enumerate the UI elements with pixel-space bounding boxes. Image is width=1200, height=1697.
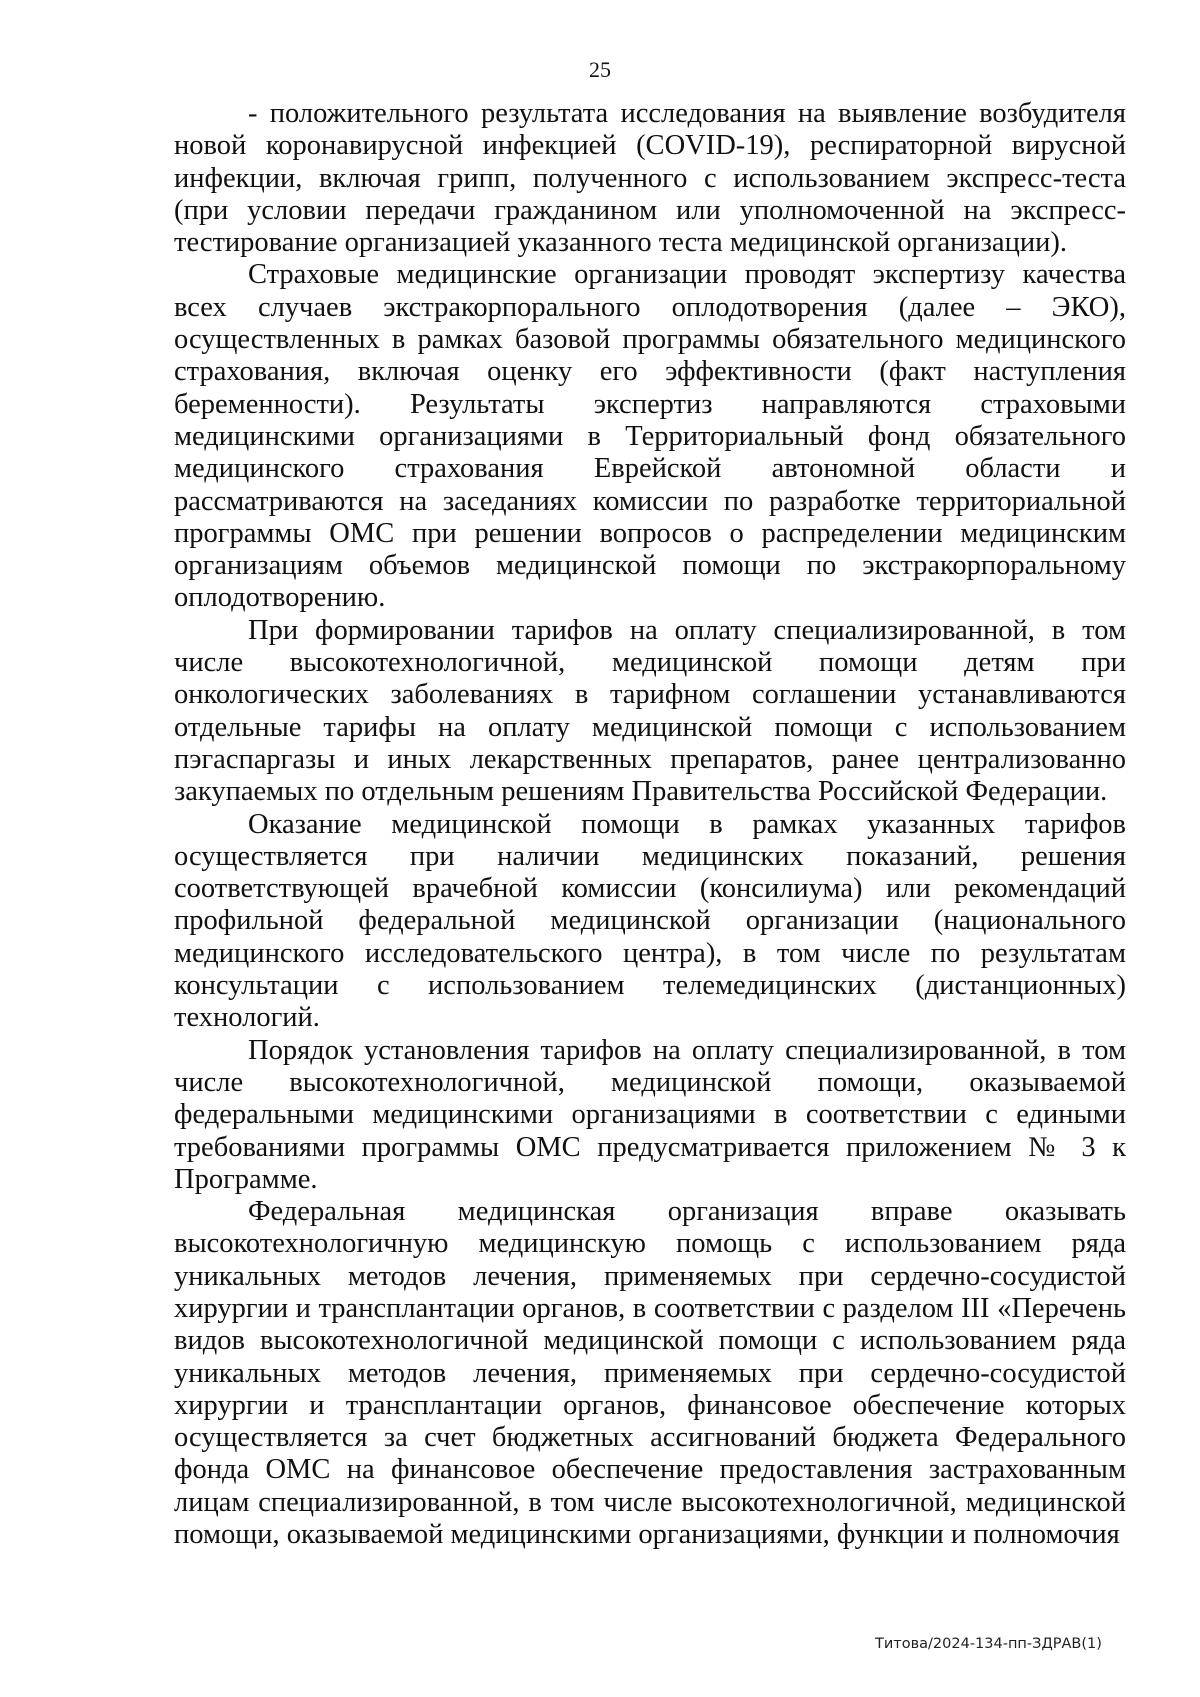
- paragraph-eco-expertise: Страховые медицинские организации проводят экспертизу качества всех случаев экстракорпорального оплодотворения (далее – ЭКО), осуществленных в рамках базовой программы обязательного медицинского страхования, включая оценку его эффективности (факт наступления беременности). Результаты экспертиз направляются страховыми медицинскими организациями в Территориальный фонд обязательного медицинского страхования Еврейской автономной области и рассматриваются на заседаниях комиссии по разработке территориальной программы ОМС при решении вопросов о распределении медицинским организациям объемов медицинской помощи по экстракорпоральному оплодотворению.: [174, 259, 1126, 614]
- paragraph-tariff-procedure: Порядок установления тарифов на оплату специализированной, в том числе высокотехнологичной, медицинской помощи, оказываемой федеральными медицинскими организациями в соответствии с едиными требованиями программы ОМС предусматривается приложением № 3 к Программе.: [174, 1034, 1126, 1195]
- document-registration-code: Титова/2024-134-пп-ЗДРАВ(1): [875, 1636, 1102, 1652]
- paragraph-oncology-tariffs: При формировании тарифов на оплату специализированной, в том числе высокотехнологичной, медицинской помощи детям при онкологических заболеваниях в тарифном соглашении устанавливаются отдельные тарифы на оплату медицинской помощи с использованием пэгаспаргазы и иных лекарственных препаратов, ранее централизованно закупаемых по отдельным решениям Правительства Российской Федерации.: [174, 614, 1126, 808]
- paragraph-federal-organization: Федеральная медицинская организация вправе оказывать высокотехнологичную медицинскую помощь с использованием ряда уникальных методов лечения, применяемых при сердечно-сосудистой хирургии и трансплантации органов, в соответствии с разделом III «Перечень видов высокотехнологичной медицинской помощи с использованием ряда уникальных методов лечения, применяемых при сердечно-сосудистой хирургии и трансплантации органов, финансовое обеспечение которых осуществляется за счет бюджетных ассигнований бюджета Федерального фонда ОМС на финансовое обеспечение предоставления застрахованным лицам специализированной, в том числе высокотехнологичной, медицинской помощи, оказываемой медицинскими организациями, функции и полномочия: [174, 1196, 1126, 1551]
- document-body: [174, 98, 1126, 1551]
- page-number: 25: [589, 57, 611, 82]
- paragraph-tariff-provision: Оказание медицинской помощи в рамках указанных тарифов осуществляется при наличии медицинских показаний, решения соответствующей врачебной комиссии (консилиума) или рекомендаций профильной федеральной медицинской организации (национального медицинского исследовательского центра), в том числе по результатам консультации с использованием телемедицинских (дистанционных) технологий.: [174, 808, 1126, 1034]
- paragraph-covid-test-result: - положительного результата исследования на выявление возбудителя новой коронавирусной инфекцией (COVID-19), респираторной вирусной инфекции, включая грипп, полученного с использованием экспресс-теста (при условии передачи гражданином или уполномоченной на экспресс-тестирование организацией указанного теста медицинской организации).: [174, 98, 1126, 259]
